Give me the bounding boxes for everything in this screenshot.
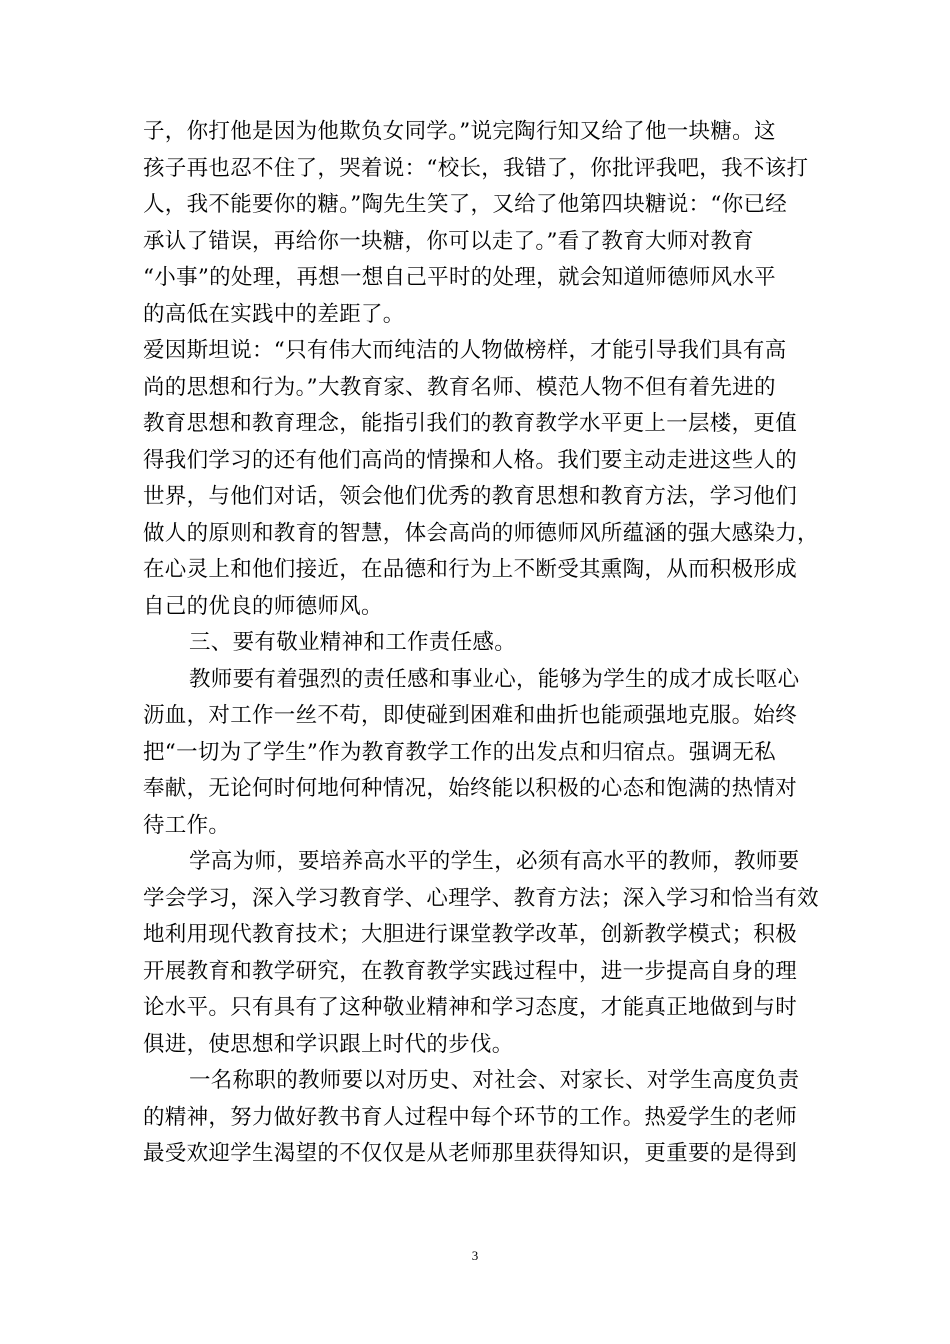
text-line: 最受欢迎学生渴望的不仅仅是从老师那里获得知识，更重要的是得到	[143, 1141, 798, 1166]
text-line: 待工作。	[143, 812, 231, 838]
body-text	[143, 114, 819, 1173]
text-line: 做人的原则和教育的智慧，体会高尚的师德师风所蕴涵的强大感染力，	[143, 520, 819, 546]
text-line: 地利用现代教育技术；大胆进行课堂教学改革，创新教学模式；积极	[143, 922, 798, 947]
text-line: “小事”的处理，再想一想自己平时的处理，就会知道师德师风水平	[143, 265, 776, 290]
text-line: 一名称职的教师要以对历史、对社会、对家长、对学生高度负责	[189, 1068, 800, 1093]
text-line: 开展教育和教学研究，在教育教学实践过程中，进一步提高自身的理	[143, 958, 798, 984]
text-line: 承认了错误，再给你一块糖，你可以走了。”看了教育大师对教育	[143, 228, 754, 254]
text-line: 在心灵上和他们接近，在品德和行为上不断受其熏陶，从而积极形成	[143, 557, 798, 582]
text-line: 尚的思想和行为。”大教育家、教育名师、模范人物不但有着先进的	[143, 374, 776, 400]
text-line: 爱因斯坦说：“只有伟大而纯洁的人物做榜样，才能引导我们具有高	[143, 338, 787, 363]
text-line: 的高低在实践中的差距了。	[143, 301, 405, 327]
text-line: 的精神，努力做好教书育人过程中每个环节的工作。热爱学生的老师	[143, 1104, 798, 1130]
text-line: 孩子再也忍不住了，哭着说：“校长，我错了，你批评我吧，我不该打	[143, 155, 809, 181]
text-line: 论水平。只有具有了这种敬业精神和学习态度，才能真正地做到与时	[143, 995, 798, 1020]
text-line: 俱进，使思想和学识跟上时代的步伐。	[143, 1031, 514, 1057]
text-line: 世界，与他们对话，领会他们优秀的教育思想和教育方法，学习他们	[143, 484, 798, 509]
text-line: 人，我不能要你的糖。”陶先生笑了，又给了他第四块糖说：“你已经	[143, 192, 788, 217]
text-line: 学高为师，要培养高水平的学生，必须有高水平的教师，教师要	[189, 849, 800, 874]
page-number: 3	[471, 1248, 479, 1263]
section-heading: 三、要有敬业精神和工作责任感。	[189, 630, 517, 655]
text-line: 子，你打他是因为他欺负女同学。”说完陶行知又给了他一块糖。这	[143, 119, 776, 144]
text-line: 学会学习，深入学习教育学、心理学、教育方法；深入学习和恰当有效	[143, 885, 819, 911]
text-line: 奉献，无论何时何地何种情况，始终能以积极的心态和饱满的热情对	[143, 776, 798, 801]
text-line: 自己的优良的师德师风。	[143, 593, 383, 619]
text-line: 把“一切为了学生”作为教育教学工作的出发点和归宿点。强调无私	[143, 739, 776, 765]
text-line: 教育思想和教育理念，能指引我们的教育教学水平更上一层楼，更值	[143, 411, 798, 436]
text-line: 教师要有着强烈的责任感和事业心，能够为学生的成才成长呕心	[189, 666, 800, 692]
text-line: 得我们学习的还有他们高尚的情操和人格。我们要主动走进这些人的	[143, 447, 798, 473]
text-line: 沥血，对工作一丝不苟，即使碰到困难和曲折也能顽强地克服。始终	[143, 703, 798, 728]
